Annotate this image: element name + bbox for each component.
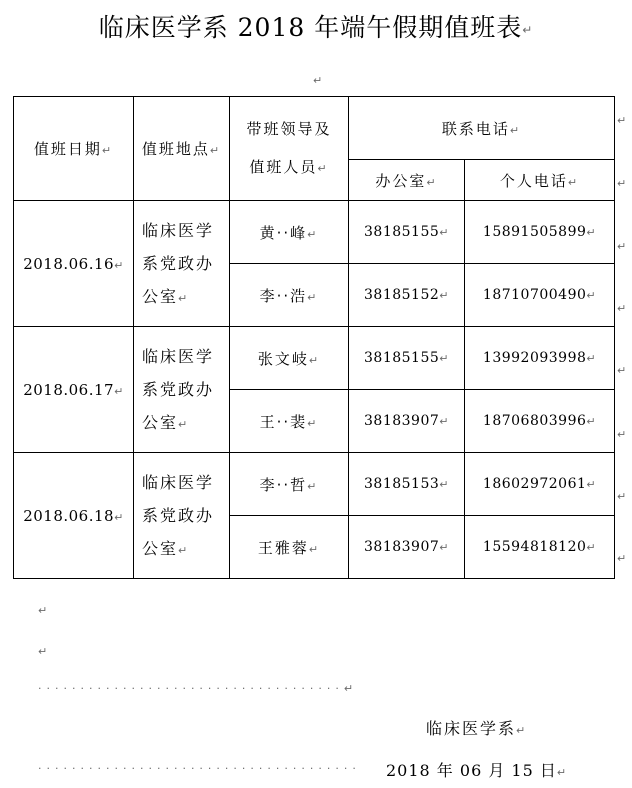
personal-phone-cell: 13992093998↵ <box>465 327 615 390</box>
paragraph-mark-icon: ↵ <box>313 74 323 87</box>
location-cell <box>134 201 230 327</box>
blank-dotted-line: ····································↵ <box>38 682 359 695</box>
row-end-mark-icon: ↵ <box>617 364 627 377</box>
table-row <box>14 327 615 390</box>
row-end-mark-icon: ↵ <box>617 114 627 127</box>
signature-department: 临床医学系↵ <box>426 719 528 738</box>
header-phone: 联系电话↵ <box>349 97 615 160</box>
location-line-last: 公室↵ <box>142 287 190 306</box>
paragraph-mark-icon: ↵ <box>38 645 48 658</box>
location-cell <box>134 327 230 453</box>
personal-phone-cell: 15891505899↵ <box>465 201 615 264</box>
staff-name-cell: 李··哲↵ <box>230 453 349 516</box>
row-end-mark-icon: ↵ <box>617 177 627 190</box>
personal-phone-cell: 18710700490↵ <box>465 264 615 327</box>
cell-mark-icon: ↵ <box>114 384 124 398</box>
cell-mark-icon: ↵ <box>586 541 597 554</box>
date-cell: 2018.06.16↵ <box>14 201 134 327</box>
office-phone-cell: 38185155↵ <box>349 201 465 264</box>
location-cell <box>134 453 230 579</box>
office-phone-cell: 38183907↵ <box>349 516 465 579</box>
header-location: 值班地点↵ <box>134 97 230 201</box>
office-phone-cell: 38185155↵ <box>349 327 465 390</box>
location-line-last: 公室↵ <box>142 539 190 558</box>
cell-mark-icon: ↵ <box>509 123 522 137</box>
header-office: 办公室↵ <box>349 160 465 201</box>
header-leader-line1: 带班领导及 <box>246 119 332 138</box>
staff-name-cell: 王··裴↵ <box>230 390 349 453</box>
staff-name-cell: 王雅蓉↵ <box>230 516 349 579</box>
cell-mark-icon: ↵ <box>586 478 597 491</box>
location-line: 临床医学 <box>142 347 215 366</box>
cell-mark-icon: ↵ <box>586 226 597 239</box>
paragraph-mark-icon: ↵ <box>556 766 568 779</box>
personal-phone-cell: 18602972061↵ <box>465 453 615 516</box>
date-cell: 2018.06.18↵ <box>14 453 134 579</box>
cell-mark-icon: ↵ <box>439 478 449 491</box>
table-row <box>14 453 615 516</box>
location-line: 临床医学 <box>142 221 215 240</box>
header-leader-line2-wrap <box>230 148 348 188</box>
row-end-mark-icon: ↵ <box>617 490 627 503</box>
cell-mark-icon: ↵ <box>586 415 597 428</box>
cell-mark-icon: ↵ <box>307 227 319 241</box>
location-line: 系党政办 <box>142 506 215 525</box>
location-line-last: 公室↵ <box>142 413 190 432</box>
cell-mark-icon: ↵ <box>586 352 597 365</box>
cell-mark-icon: ↵ <box>439 289 449 302</box>
cell-mark-icon: ↵ <box>426 175 438 189</box>
cell-mark-icon: ↵ <box>209 144 222 157</box>
personal-phone-cell: 18706803996↵ <box>465 390 615 453</box>
cell-mark-icon: ↵ <box>307 290 319 304</box>
document-title <box>0 8 632 44</box>
row-end-mark-icon: ↵ <box>617 240 627 253</box>
staff-name-cell: 张文岐↵ <box>230 327 349 390</box>
location-line: 临床医学 <box>142 473 215 492</box>
cell-mark-icon: ↵ <box>317 161 329 175</box>
signature-date-leader: ······································ <box>38 762 361 775</box>
location-line: 系党政办 <box>142 380 215 399</box>
cell-mark-icon: ↵ <box>101 144 114 157</box>
office-phone-cell: 38185153↵ <box>349 453 465 516</box>
signature-date: 2018 年 06 月 15 日↵ <box>386 761 568 780</box>
cell-mark-icon: ↵ <box>178 418 190 431</box>
header-personal: 个人电话↵ <box>465 160 615 201</box>
office-phone-cell: 38183907↵ <box>349 390 465 453</box>
cell-mark-icon: ↵ <box>439 352 449 365</box>
table-header-row <box>14 97 615 160</box>
cell-mark-icon: ↵ <box>178 544 190 557</box>
title-text: 临床医学系 2018 年端午假期值班表 <box>98 13 523 42</box>
paragraph-mark-icon: ↵ <box>522 23 534 37</box>
cell-mark-icon: ↵ <box>439 226 449 239</box>
duty-table <box>13 96 615 579</box>
date-cell: 2018.06.17↵ <box>14 327 134 453</box>
header-leader-line2: 值班人员 <box>249 157 318 176</box>
paragraph-mark-icon: ↵ <box>38 604 48 617</box>
cell-mark-icon: ↵ <box>439 415 449 428</box>
header-date: 值班日期↵ <box>14 97 134 201</box>
header-leader <box>230 97 349 201</box>
staff-name-cell: 李··浩↵ <box>230 264 349 327</box>
cell-mark-icon: ↵ <box>308 542 321 556</box>
paragraph-mark-icon: ↵ <box>516 724 528 737</box>
cell-mark-icon: ↵ <box>114 510 124 524</box>
staff-name-cell: 黄··峰↵ <box>230 201 349 264</box>
row-end-mark-icon: ↵ <box>617 302 627 315</box>
cell-mark-icon: ↵ <box>308 353 321 367</box>
cell-mark-icon: ↵ <box>307 479 319 493</box>
table-row <box>14 201 615 264</box>
cell-mark-icon: ↵ <box>586 289 597 302</box>
office-phone-cell: 38185152↵ <box>349 264 465 327</box>
row-end-mark-icon: ↵ <box>617 428 627 441</box>
cell-mark-icon: ↵ <box>114 258 124 272</box>
paragraph-mark-icon: ↵ <box>343 682 359 695</box>
cell-mark-icon: ↵ <box>567 175 580 189</box>
row-end-mark-icon: ↵ <box>617 552 627 565</box>
location-line: 系党政办 <box>142 254 215 273</box>
cell-mark-icon: ↵ <box>307 416 319 430</box>
cell-mark-icon: ↵ <box>178 292 190 305</box>
cell-mark-icon: ↵ <box>439 541 449 554</box>
personal-phone-cell: 15594818120↵ <box>465 516 615 579</box>
